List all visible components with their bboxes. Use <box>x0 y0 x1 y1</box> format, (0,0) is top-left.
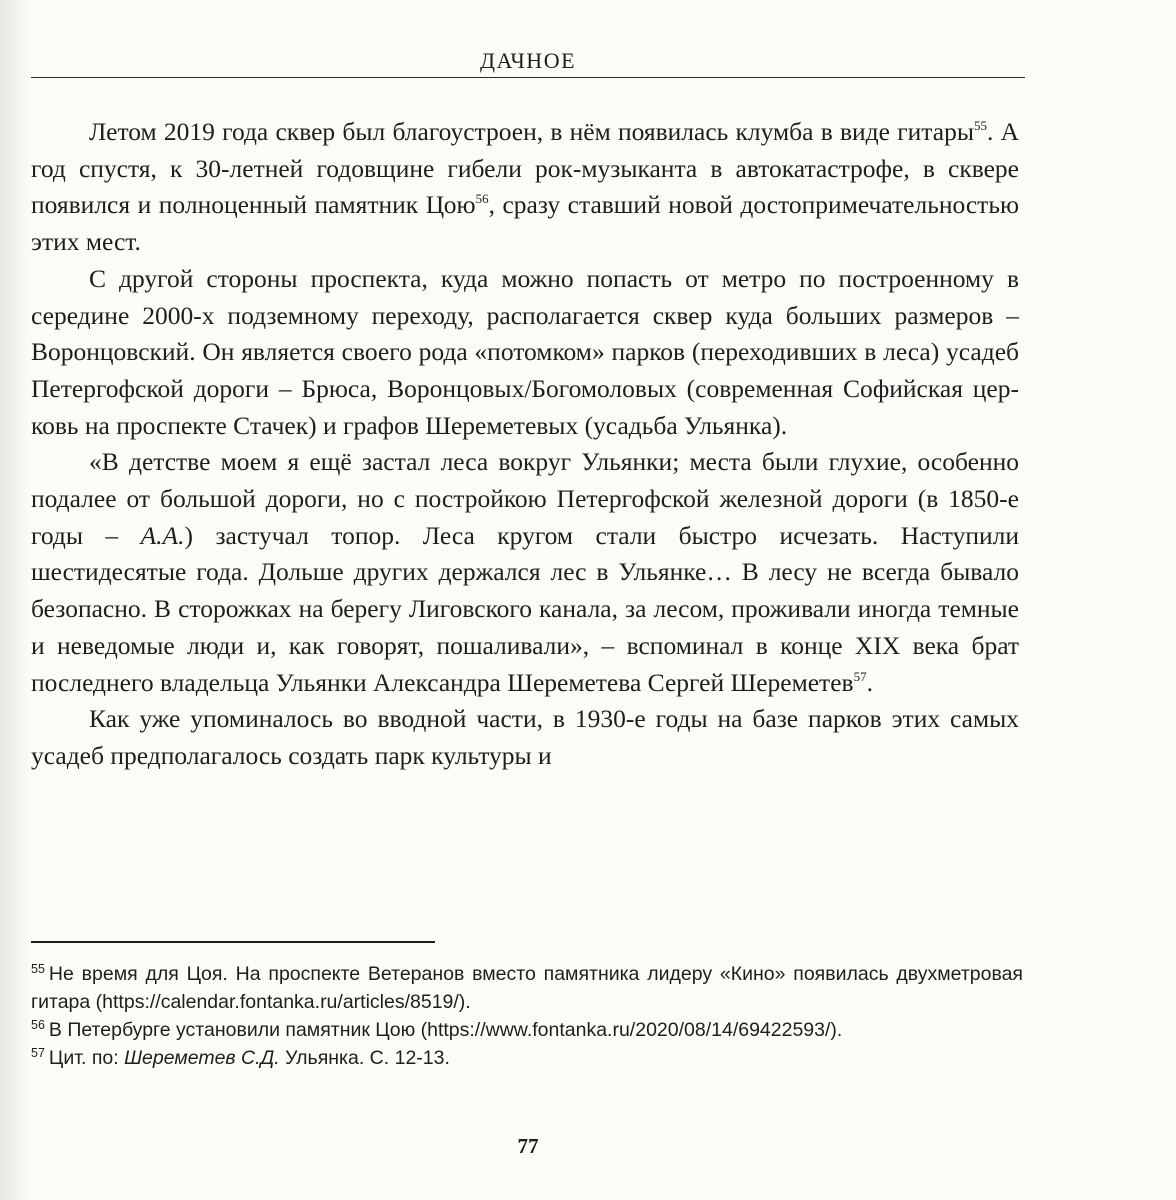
author-initials: А.А. <box>140 520 185 550</box>
footnote-prefix: Цит. по: <box>48 1047 125 1069</box>
paragraph-1-text-a: Летом 2019 года сквер был благоустроен, в нём появилась клумба в виде гитары <box>89 117 974 146</box>
page-gutter-shadow <box>0 0 30 1200</box>
footnote-number: 57 <box>31 1046 45 1060</box>
paragraph-3-text-b: ) застучал топор. Леса кругом стали быстро исчезать. Наступили шестидесятые года. Дольше других держался лес в Ульянке… В лесу не всегда бывало безопасно. В сторожках на берегу Лиговского канала, за лесом, проживали иногда темные и неведомые люди и, как говорят, пошаливали», – вспоминал в конце XIX века брат последнего владельца Ульянки Александра Шереметева Сергей Шереметев <box>31 520 1019 697</box>
page-number: 77 <box>517 1134 539 1158</box>
footnote-text: В Петербурге установили памятник Цою (https://www.fontanka.ru/2020/08/14/​69422593/). <box>48 1019 843 1041</box>
footnote-text: Не время для Цоя. На проспекте Ветеранов вместо памятника лидеру «Кино» появилась двухметровая гитара (https://calendar.fontanka.ru/articles/8519/). <box>31 963 1023 1013</box>
paragraph-2: С другой стороны проспекта, куда можно попасть от метро по построенному в середине 2000-х подземному переходу, располагается сквер куда больших размеров – Воронцовский. Он является своего рода «потомком» парков (переходивших в леса) усадеб Петергофской дороги – Брюса, Воронцовых/Богомоловых (современная Софийская церковь на проспекте Стачек) и графов Шереметевых (усадьба Ульянка). <box>31 263 1019 440</box>
header-rule <box>31 77 1025 78</box>
footnotes <box>31 960 1023 1072</box>
paragraph-1-text-b: . А год спустя, к 30-летней годовщине гибели рок-музыканта в автокатастрофе, в сквере появился и полноценный памятник Цою <box>31 117 1019 220</box>
footnote-number: 55 <box>31 962 45 976</box>
paragraph-3-text-a: «В детстве моем я ещё застал леса вокруг Ульянки; места были глухие, особенно подалее от большой дороги, но с постройкою Петергофской железной дороги (в 1850-е годы – <box>31 447 1019 550</box>
footnote-suffix: Ульянка. С. 12-13. <box>279 1047 450 1069</box>
paragraph-1 <box>31 114 1019 261</box>
footnote-55 <box>31 960 1023 1016</box>
running-head: ДАЧНОЕ <box>479 48 577 73</box>
footnote-ref-55[interactable]: 55 <box>973 118 987 133</box>
paragraph-3-text-c: . <box>866 667 873 697</box>
paragraph-1-text-c: , сразу ставший новой достопримечательностью этих мест. <box>31 190 1019 257</box>
footnote-number: 56 <box>31 1018 45 1032</box>
cited-author: Шереметев С.Д. <box>124 1047 280 1069</box>
footnote-56 <box>31 1016 1023 1044</box>
main-text <box>31 114 1019 775</box>
footnote-separator <box>31 941 435 943</box>
paragraph-4: Как уже упоминалось во вводной части, в 1930-е годы на базе парков этих самых усадеб предполагалось создать парк культуры и <box>31 704 1019 770</box>
paragraph-3 <box>31 444 1019 701</box>
footnote-ref-56[interactable]: 56 <box>475 191 489 207</box>
footnote-57 <box>31 1044 1023 1072</box>
footnote-ref-57[interactable]: 57 <box>853 668 867 684</box>
